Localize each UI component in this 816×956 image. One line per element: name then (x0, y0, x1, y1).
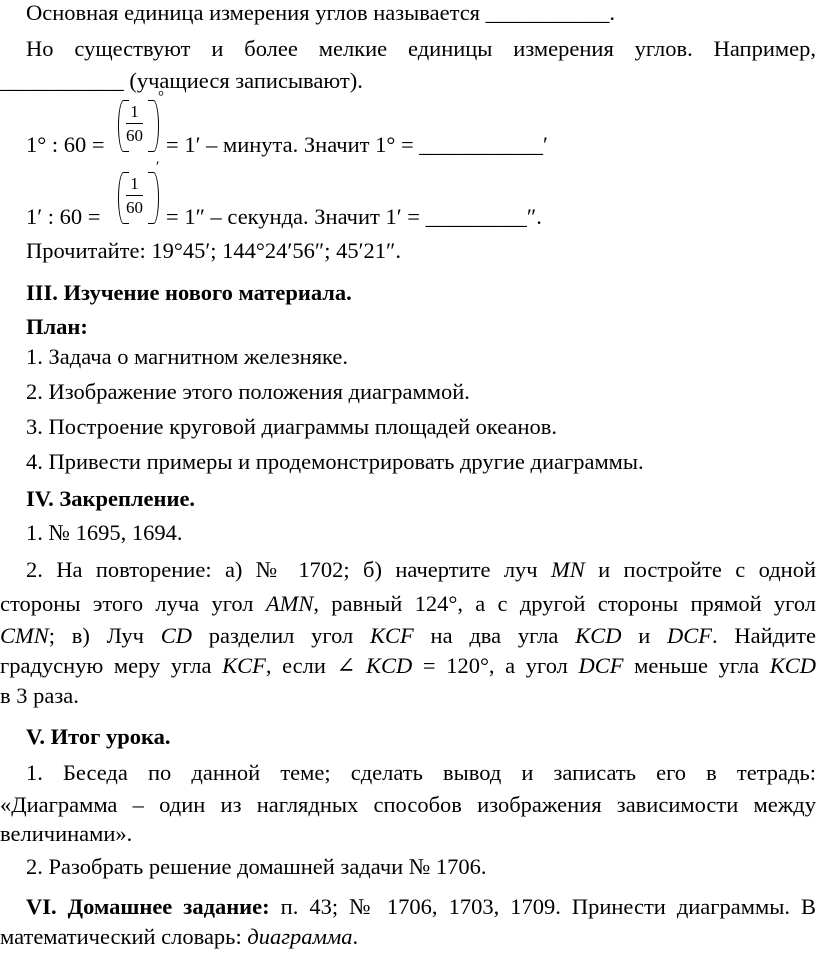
formula-1-right-paren (148, 100, 159, 152)
section-4-item-1: 1. № 1695, 1694. (26, 520, 183, 545)
formula-1-right: = 1′ – минута. Значит 1° = ___________′ (166, 132, 548, 157)
section-3-title: III. Изучение нового материала. (26, 280, 352, 305)
section-4-item-2-line-4: градусную меру угла KCF, если ∠ KCD = 120°, а угол DCF меньше угла KCD (0, 653, 816, 678)
formula-2-left: 1′ : 60 = (26, 204, 101, 229)
formula-2-minute-mark: ′ (156, 159, 160, 175)
intro-line-3: ___________ (учащиеся записывают). (0, 68, 363, 93)
section-4-item-2-line-5: в 3 раза. (0, 683, 79, 708)
formula-1-left: 1° : 60 = (26, 132, 105, 157)
section-5-item-1-line-3: величинами». (0, 821, 133, 846)
section-4-item-2-line-2: стороны этого луча угол AMN, равный 124°, а с другой стороны прямой угол (0, 591, 816, 616)
section-4-title: IV. Закрепление. (26, 486, 196, 511)
formula-1-numerator: 1 (126, 103, 143, 124)
intro-line-2: Но существуют и более мелкие единицы измерения углов. Например, (26, 36, 816, 61)
formula-2-fraction (126, 175, 143, 216)
plan-item-2: 2. Изображение этого положения диаграммой. (26, 379, 470, 404)
formula-2-right-paren (148, 172, 159, 224)
section-5-item-1-line-1: 1. Беседа по данной теме; сделать вывод и записать его в тетрадь: (26, 760, 816, 785)
section-5-title: V. Итог урока. (26, 724, 171, 749)
plan-label: План: (26, 314, 88, 339)
section-4-item-2-line-3: CMN; в) Луч CD разделил угол KCF на два угла KCD и DCF. Найдите (0, 623, 816, 648)
plan-item-1: 1. Задача о магнитном железняке. (26, 344, 349, 369)
plan-item-4: 4. Привести примеры и продемонстрировать другие диаграммы. (26, 449, 644, 474)
formula-2-numerator: 1 (126, 175, 143, 196)
formula-1-degree-mark: ° (158, 89, 164, 105)
formula-1-fraction (126, 103, 143, 144)
formula-1-denominator: 60 (126, 126, 143, 145)
section-6-line-2: математический словарь: диаграмма. (0, 924, 359, 949)
section-4-item-2-line-1: 2. На повторение: а) № 1702; б) начертите луч MN и постройте с одной (26, 557, 816, 582)
formula-2-denominator: 60 (126, 198, 143, 217)
formula-2-right: = 1″ – секунда. Значит 1′ = _________″. (166, 204, 542, 229)
read-line: Прочитайте: 19°45′; 144°24′56″; 45′21″. (26, 238, 401, 263)
section-5-item-1-line-2: «Диаграмма – один из наглядных способов изображения зависимости между (0, 792, 816, 817)
intro-line-1: Основная единица измерения углов называется ___________. (26, 0, 616, 25)
section-5-item-2: 2. Разобрать решение домашней задачи № 1706. (26, 854, 487, 879)
plan-item-3: 3. Построение круговой диаграммы площадей океанов. (26, 414, 558, 439)
section-6-line-1: VI. Домашнее задание: п. 43; № 1706, 1703, 1709. Принести диаграммы. В (26, 894, 816, 919)
